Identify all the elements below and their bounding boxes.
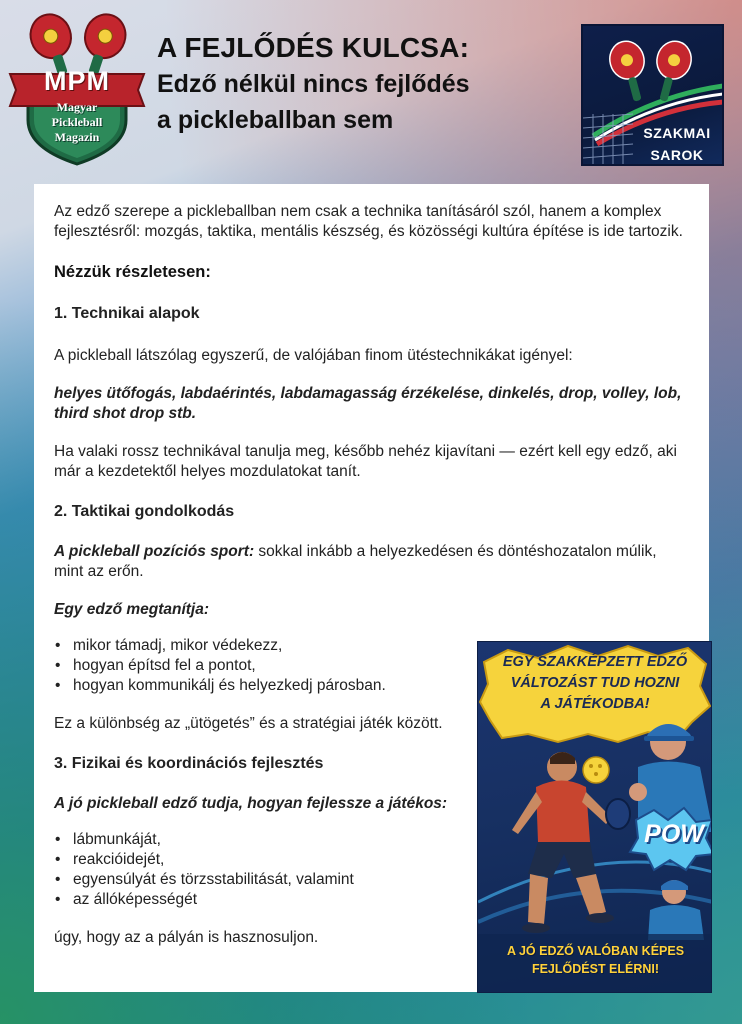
section-2-lead-emphasis: A pickleball pozíciós sport: (54, 543, 255, 560)
details-heading: Nézzük részletesen: (54, 263, 211, 281)
list-item: • hogyan kommunikálj és helyezkedj párosban. (54, 676, 459, 696)
list-item: • mikor támadj, mikor védekezz, (54, 636, 459, 656)
section-2-teaches-heading: Egy edző megtanítja: (54, 601, 210, 618)
section-3-bullet-list (54, 830, 459, 910)
section-1-text: A pickleball látszólag egyszerű, de valójában finom ütéstechnikákat igényel: (54, 347, 573, 364)
poster-slogan-line: FEJLŐDÉST ELÉRNI! (531, 962, 660, 976)
szakmai-sarok-badge (581, 24, 724, 166)
section-3-lead: A jó pickleball edző tudja, hogyan fejlessze a játékos: (54, 795, 448, 812)
section-3-heading: 3. Fizikai és koordinációs fejlesztés (54, 755, 324, 772)
coaching-poster (477, 641, 712, 993)
mpm-logo (8, 8, 146, 166)
section-3-closing: úgy, hogy az a pályán is hasznosuljon. (54, 929, 319, 946)
badge-label-line: SAROK (650, 147, 704, 163)
section-2-closing: Ez a különbség az „ütögetés” és a stratégiai játék között. (54, 715, 443, 732)
list-item: • lábmunkáját, (54, 830, 459, 850)
title-line: a pickleballban sem (157, 106, 394, 134)
section-1-heading: 1. Technikai alapok (54, 305, 200, 322)
intro-paragraph: Az edző szerepe a pickleballban nem csak a technika tanításáról szól, hanem a komplex fejlesztésről: mozgás, taktika, mentális készség, és közösségi kultúra építése is ide tartozik. (54, 203, 683, 240)
poster-pow-text: POW (644, 820, 704, 848)
poster-slogan-line: A JÓ EDZŐ VALÓBAN KÉPES (506, 944, 685, 958)
list-item: • egyensúlyát és törzsstabilitását, valamint (54, 870, 459, 890)
logo-abbreviation: MPM (44, 66, 110, 96)
logo-subtitle-line: Pickleball (51, 115, 103, 129)
page-title (157, 30, 577, 138)
logo-subtitle-line: Magazin (54, 130, 100, 144)
section-2-lead (54, 542, 689, 582)
section-1-text-2: Ha valaki rossz technikával tanulja meg, később nehéz kijavítani — ezért kell egy edző, aki már a kezdetektől helyes mozdulatokat tanít. (54, 443, 677, 480)
logo-subtitle-line: Magyar (56, 100, 98, 114)
title-line: A FEJLŐDÉS KULCSA: (157, 32, 470, 63)
section-2-bullet-list (54, 636, 459, 696)
poster-headline-line: A JÁTÉKODBA! (540, 696, 650, 712)
list-item: • hogyan építsd fel a pontot, (54, 656, 459, 676)
badge-label (631, 122, 723, 166)
poster-headline-line: EGY SZAKKÉPZETT EDZŐ (502, 654, 688, 670)
section-1-emphasis: helyes ütőfogás, labdaérintés, labdamagasság érzékelése, dinkelés, drop, volley, lob, third shot drop stb. (54, 385, 682, 422)
logo-subtitle (30, 100, 124, 145)
list-item: • reakcióidejét, (54, 850, 459, 870)
title-line: Edző nélkül nincs fejlődés (157, 70, 470, 98)
poster-slogan (482, 942, 709, 978)
poster-headline-line: VÁLTOZÁST TUD HOZNI (510, 675, 680, 691)
poster-headline (486, 652, 704, 715)
section-2-heading: 2. Taktikai gondolkodás (54, 503, 235, 520)
section-2-lead-text: sokkal inkább a helyezkedésen és döntéshozatalon múlik, mint az erőn. (54, 543, 657, 580)
list-item: • az állóképességét (54, 890, 459, 910)
badge-label-line: SZAKMAI (643, 125, 711, 141)
